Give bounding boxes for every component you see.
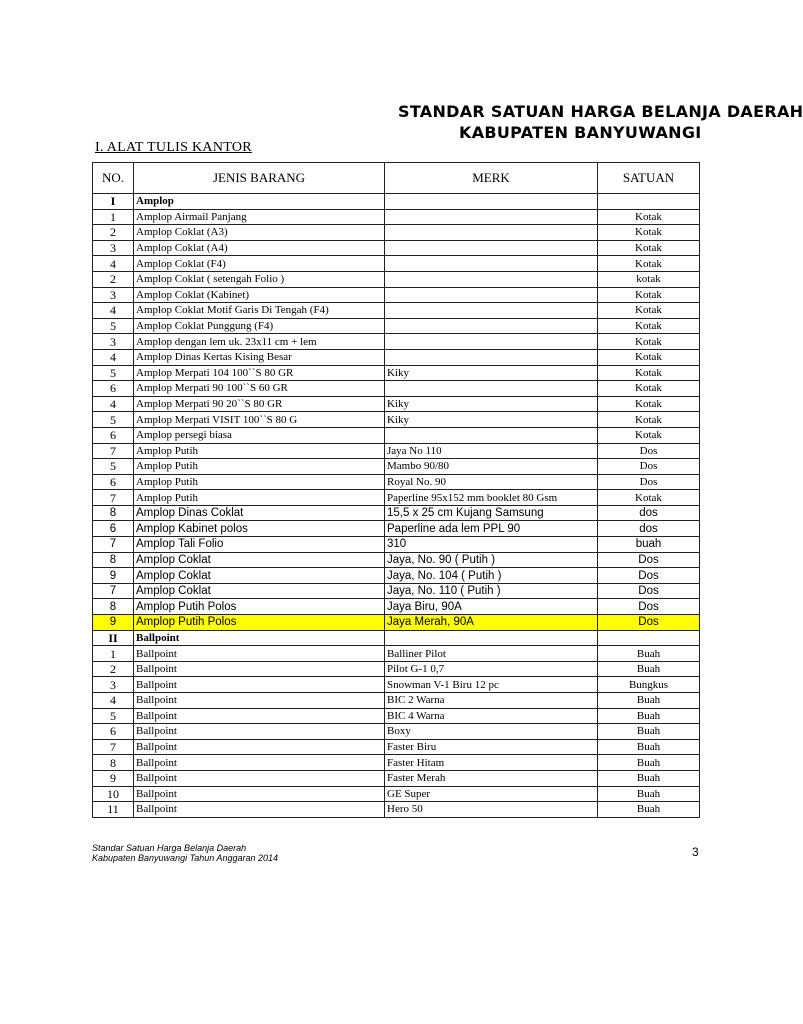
cell-merk: Faster Biru — [385, 739, 598, 755]
document-title: STANDAR SATUAN HARGA BELANJA DAERAH — [398, 102, 803, 121]
cell-no: 7 — [93, 739, 134, 755]
cell-jenis-barang: Ballpoint — [134, 739, 385, 755]
cell-no: 10 — [93, 786, 134, 802]
cell-jenis-barang: Ballpoint — [134, 755, 385, 771]
table-row — [93, 256, 700, 272]
cell-merk: BIC 2 Warna — [385, 693, 598, 709]
table-row — [93, 459, 700, 475]
cell-merk: Jaya Merah, 90A — [385, 615, 598, 631]
cell-no: 5 — [93, 318, 134, 334]
cell-jenis-barang: Ballpoint — [134, 630, 385, 646]
cell-merk — [385, 427, 598, 443]
cell-no: 8 — [93, 505, 134, 521]
cell-no: 6 — [93, 474, 134, 490]
cell-jenis-barang: Amplop Coklat (A4) — [134, 240, 385, 256]
cell-satuan: Kotak — [598, 240, 700, 256]
cell-jenis-barang: Ballpoint — [134, 770, 385, 786]
cell-satuan: Buah — [598, 646, 700, 662]
table-row — [93, 770, 700, 786]
cell-jenis-barang: Ballpoint — [134, 661, 385, 677]
footer-line-2: Kabupaten Banyuwangi Tahun Anggaran 2014 — [92, 853, 278, 863]
table-row — [93, 708, 700, 724]
table-row — [93, 303, 700, 319]
cell-jenis-barang: Amplop Coklat Motif Garis Di Tengah (F4) — [134, 303, 385, 319]
cell-satuan: Kotak — [598, 334, 700, 350]
cell-satuan: Kotak — [598, 225, 700, 241]
table-row — [93, 521, 700, 537]
cell-jenis-barang: Amplop Airmail Panjang — [134, 209, 385, 225]
cell-satuan: Buah — [598, 693, 700, 709]
cell-no: 4 — [93, 256, 134, 272]
cell-satuan: Kotak — [598, 365, 700, 381]
document-header — [0, 0, 803, 150]
cell-no: 3 — [93, 240, 134, 256]
table-row — [93, 412, 700, 428]
cell-satuan: dos — [598, 505, 700, 521]
table-row — [93, 537, 700, 553]
cell-merk: Snowman V-1 Biru 12 pc — [385, 677, 598, 693]
cell-merk — [385, 271, 598, 287]
cell-jenis-barang: Amplop Putih Polos — [134, 599, 385, 615]
cell-jenis-barang: Amplop Kabinet polos — [134, 521, 385, 537]
cell-jenis-barang: Amplop Putih — [134, 459, 385, 475]
cell-no: 7 — [93, 537, 134, 553]
cell-merk — [385, 209, 598, 225]
cell-satuan: Buah — [598, 755, 700, 771]
page-footer — [92, 843, 278, 863]
cell-jenis-barang: Ballpoint — [134, 724, 385, 740]
cell-merk: Paperline ada lem PPL 90 — [385, 521, 598, 537]
table-row — [93, 615, 700, 631]
column-header-satuan: SATUAN — [598, 163, 700, 194]
table-row — [93, 599, 700, 615]
cell-jenis-barang: Amplop Coklat — [134, 552, 385, 568]
cell-jenis-barang: Ballpoint — [134, 802, 385, 818]
table-row — [93, 334, 700, 350]
cell-jenis-barang: Ballpoint — [134, 693, 385, 709]
cell-satuan: Dos — [598, 615, 700, 631]
table-row — [93, 194, 700, 210]
cell-merk: Kiky — [385, 412, 598, 428]
cell-satuan: Buah — [598, 661, 700, 677]
cell-no: 8 — [93, 599, 134, 615]
cell-merk — [385, 287, 598, 303]
cell-satuan: Kotak — [598, 209, 700, 225]
table-header-row — [93, 163, 700, 194]
cell-satuan: Kotak — [598, 396, 700, 412]
table-row — [93, 209, 700, 225]
cell-jenis-barang: Amplop Dinas Coklat — [134, 505, 385, 521]
cell-jenis-barang: Amplop Putih Polos — [134, 615, 385, 631]
cell-jenis-barang: Ballpoint — [134, 677, 385, 693]
cell-jenis-barang: Ballpoint — [134, 646, 385, 662]
cell-no: 8 — [93, 552, 134, 568]
table-row — [93, 802, 700, 818]
cell-jenis-barang: Amplop Tali Folio — [134, 537, 385, 553]
cell-merk — [385, 194, 598, 210]
cell-satuan: kotak — [598, 271, 700, 287]
cell-merk: BIC 4 Warna — [385, 708, 598, 724]
cell-merk — [385, 225, 598, 241]
cell-satuan: Dos — [598, 583, 700, 599]
cell-jenis-barang: Amplop Coklat (F4) — [134, 256, 385, 272]
cell-merk: Kiky — [385, 396, 598, 412]
cell-jenis-barang: Ballpoint — [134, 786, 385, 802]
cell-merk — [385, 318, 598, 334]
cell-jenis-barang: Amplop persegi biasa — [134, 427, 385, 443]
cell-no: 3 — [93, 334, 134, 350]
table-row — [93, 724, 700, 740]
cell-merk: Hero 50 — [385, 802, 598, 818]
cell-satuan: Dos — [598, 443, 700, 459]
cell-merk: Boxy — [385, 724, 598, 740]
table-row — [93, 287, 700, 303]
cell-satuan: Kotak — [598, 412, 700, 428]
cell-satuan: Buah — [598, 739, 700, 755]
cell-merk: Mambo 90/80 — [385, 459, 598, 475]
column-header-no: NO. — [93, 163, 134, 194]
cell-satuan: Buah — [598, 802, 700, 818]
cell-no: 1 — [93, 646, 134, 662]
cell-jenis-barang: Amplop Merpati 90 100``S 60 GR — [134, 381, 385, 397]
cell-satuan: Kotak — [598, 490, 700, 506]
cell-satuan: Buah — [598, 770, 700, 786]
cell-no: 6 — [93, 427, 134, 443]
cell-no: 7 — [93, 490, 134, 506]
cell-satuan — [598, 194, 700, 210]
table-row — [93, 661, 700, 677]
cell-satuan: Dos — [598, 474, 700, 490]
cell-no: I — [93, 194, 134, 210]
table-row — [93, 568, 700, 584]
column-header-jenis-barang: JENIS BARANG — [134, 163, 385, 194]
cell-no: 1 — [93, 209, 134, 225]
table-row — [93, 443, 700, 459]
cell-merk: Faster Hitam — [385, 755, 598, 771]
cell-jenis-barang: Amplop dengan lem uk. 23x11 cm + lem — [134, 334, 385, 350]
cell-no: 4 — [93, 693, 134, 709]
table-row — [93, 505, 700, 521]
cell-satuan — [598, 630, 700, 646]
table-row — [93, 318, 700, 334]
cell-no: 3 — [93, 677, 134, 693]
table-row — [93, 427, 700, 443]
cell-no: 5 — [93, 708, 134, 724]
cell-no: 8 — [93, 755, 134, 771]
cell-jenis-barang: Amplop Putih — [134, 443, 385, 459]
cell-no: 6 — [93, 381, 134, 397]
table-row — [93, 630, 700, 646]
cell-no: 9 — [93, 615, 134, 631]
cell-jenis-barang: Amplop Dinas Kertas Kising Besar — [134, 349, 385, 365]
cell-satuan: buah — [598, 537, 700, 553]
table-row — [93, 349, 700, 365]
cell-satuan: Dos — [598, 568, 700, 584]
cell-no: 2 — [93, 661, 134, 677]
table-body — [93, 194, 700, 818]
table-row — [93, 396, 700, 412]
cell-no: 6 — [93, 521, 134, 537]
table-row — [93, 646, 700, 662]
table-row — [93, 693, 700, 709]
cell-merk: Kiky — [385, 365, 598, 381]
cell-jenis-barang: Amplop — [134, 194, 385, 210]
cell-satuan: Dos — [598, 459, 700, 475]
table-row — [93, 474, 700, 490]
cell-no: 7 — [93, 443, 134, 459]
cell-satuan: Dos — [598, 599, 700, 615]
cell-merk: Pilot G-1 0,7 — [385, 661, 598, 677]
cell-satuan: Kotak — [598, 318, 700, 334]
cell-merk: Jaya, No. 110 ( Putih ) — [385, 583, 598, 599]
cell-merk: Paperline 95x152 mm booklet 80 Gsm — [385, 490, 598, 506]
cell-satuan: Kotak — [598, 427, 700, 443]
cell-jenis-barang: Amplop Putih — [134, 490, 385, 506]
footer-line-1: Standar Satuan Harga Belanja Daerah — [92, 843, 247, 853]
page-number: 3 — [692, 845, 699, 859]
cell-no: 2 — [93, 271, 134, 287]
cell-satuan: Dos — [598, 552, 700, 568]
cell-no: 9 — [93, 770, 134, 786]
cell-merk: Royal No. 90 — [385, 474, 598, 490]
cell-no: 9 — [93, 568, 134, 584]
table-row — [93, 225, 700, 241]
cell-merk — [385, 240, 598, 256]
cell-jenis-barang: Amplop Merpati 90 20``S 80 GR — [134, 396, 385, 412]
table-row — [93, 583, 700, 599]
table-row — [93, 240, 700, 256]
cell-no: 7 — [93, 583, 134, 599]
cell-satuan: Kotak — [598, 381, 700, 397]
cell-merk — [385, 630, 598, 646]
cell-merk: Jaya, No. 104 ( Putih ) — [385, 568, 598, 584]
cell-merk: Faster Merah — [385, 770, 598, 786]
table-row — [93, 677, 700, 693]
table-row — [93, 490, 700, 506]
cell-jenis-barang: Ballpoint — [134, 708, 385, 724]
cell-merk — [385, 349, 598, 365]
cell-merk: 15,5 x 25 cm Kujang Samsung — [385, 505, 598, 521]
cell-jenis-barang: Amplop Coklat Punggung (F4) — [134, 318, 385, 334]
table-row — [93, 786, 700, 802]
cell-jenis-barang: Amplop Coklat (Kabinet) — [134, 287, 385, 303]
cell-merk — [385, 381, 598, 397]
table-row — [93, 381, 700, 397]
section-title: I. ALAT TULIS KANTOR — [95, 140, 252, 155]
cell-satuan: Buah — [598, 724, 700, 740]
cell-satuan: Kotak — [598, 349, 700, 365]
column-header-merk: MERK — [385, 163, 598, 194]
cell-merk — [385, 334, 598, 350]
cell-merk: 310 — [385, 537, 598, 553]
document-subtitle: KABUPATEN BANYUWANGI — [459, 123, 702, 142]
cell-satuan: Bungkus — [598, 677, 700, 693]
table-row — [93, 552, 700, 568]
cell-no: 4 — [93, 349, 134, 365]
cell-no: 11 — [93, 802, 134, 818]
cell-merk: Balliner Pilot — [385, 646, 598, 662]
cell-no: 6 — [93, 724, 134, 740]
cell-satuan: dos — [598, 521, 700, 537]
cell-jenis-barang: Amplop Putih — [134, 474, 385, 490]
cell-merk: Jaya, No. 90 ( Putih ) — [385, 552, 598, 568]
cell-satuan: Buah — [598, 786, 700, 802]
cell-merk: GE Super — [385, 786, 598, 802]
cell-merk — [385, 256, 598, 272]
cell-no: 5 — [93, 459, 134, 475]
cell-no: 5 — [93, 412, 134, 428]
cell-merk: Jaya Biru, 90A — [385, 599, 598, 615]
cell-no: 2 — [93, 225, 134, 241]
cell-satuan: Kotak — [598, 303, 700, 319]
cell-merk: Jaya No 110 — [385, 443, 598, 459]
price-table — [92, 162, 700, 818]
table-row — [93, 755, 700, 771]
cell-jenis-barang: Amplop Coklat — [134, 568, 385, 584]
cell-jenis-barang: Amplop Coklat ( setengah Folio ) — [134, 271, 385, 287]
cell-jenis-barang: Amplop Coklat (A3) — [134, 225, 385, 241]
cell-no: 5 — [93, 365, 134, 381]
cell-jenis-barang: Amplop Merpati 104 100``S 80 GR — [134, 365, 385, 381]
cell-no: II — [93, 630, 134, 646]
table-row — [93, 739, 700, 755]
cell-merk — [385, 303, 598, 319]
cell-satuan: Kotak — [598, 287, 700, 303]
cell-no: 3 — [93, 287, 134, 303]
table-row — [93, 365, 700, 381]
cell-satuan: Buah — [598, 708, 700, 724]
cell-jenis-barang: Amplop Merpati VISIT 100``S 80 G — [134, 412, 385, 428]
cell-no: 4 — [93, 396, 134, 412]
cell-no: 4 — [93, 303, 134, 319]
cell-jenis-barang: Amplop Coklat — [134, 583, 385, 599]
table-row — [93, 271, 700, 287]
cell-satuan: Kotak — [598, 256, 700, 272]
